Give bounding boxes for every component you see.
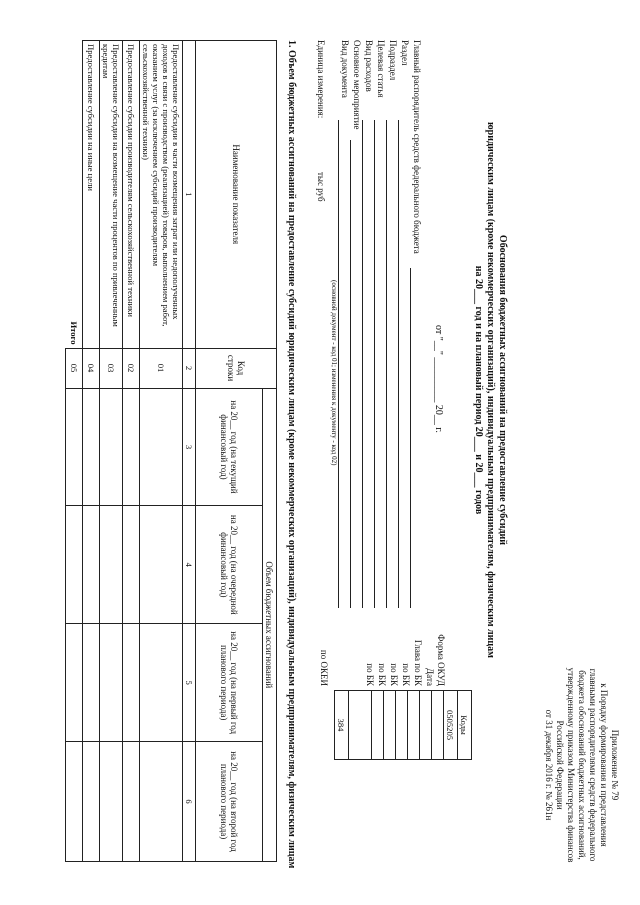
document-title-line2: юридическим лицам (кроме некоммерческих организаций), индивидуальным предпринимателям, физическим лицам xyxy=(485,122,496,658)
row-name: Предоставление субсидии на возмещение части процентов по привлеченным кредитам xyxy=(100,41,123,349)
bk-label: по БК xyxy=(377,663,387,686)
section-underline xyxy=(398,120,399,608)
unit-label: Единица измерения: xyxy=(316,40,326,119)
col-header-current-year: на 20__ год (на текущий финансовый год) xyxy=(196,388,263,506)
value-cell[interactable] xyxy=(123,624,140,742)
date-code-cell xyxy=(432,691,444,760)
expense-type-underline xyxy=(362,120,363,608)
value-cell[interactable] xyxy=(140,506,183,624)
bk-label: по БК xyxy=(389,663,399,686)
appendix-line: к Порядку формирования и представления xyxy=(599,683,609,847)
value-cell[interactable] xyxy=(100,742,123,862)
appendix-line: главными распорядителями средств федерального xyxy=(588,668,598,862)
value-cell[interactable] xyxy=(123,742,140,862)
value-cell[interactable] xyxy=(100,624,123,742)
row-name: Предоставление субсидии на иные цели xyxy=(83,41,100,349)
col-header-next-year: на 20__ год (на очередной финансовый год) xyxy=(196,506,263,624)
value-cell[interactable] xyxy=(100,506,123,624)
bk-code-cell xyxy=(408,691,420,760)
main-manager-underline xyxy=(410,268,411,608)
glava-label: Глава по БК xyxy=(413,639,423,686)
row-code: 03 xyxy=(100,348,123,388)
date-label: Дата xyxy=(425,668,435,686)
row-name: Предоставление субсидии в части возмещения затрат или недополученных доходов в связи с производством (реализацией) товаров, выполнением работ, оказанием услуг (за исключением субсидий производителям сельскохозяйственной техники) xyxy=(140,41,183,349)
value-cell[interactable] xyxy=(100,388,123,506)
appendix-line: бюджета обоснований бюджетных ассигнований, xyxy=(577,670,587,860)
section1-title: 1. Объем бюджетных ассигнований на предоставление субсидий юридическим лицам (кроме некоммерческих организаций), индивидуальным предпринимателям, физическим лицам xyxy=(286,40,297,869)
bk-label: по БК xyxy=(365,663,375,686)
main-event-underline xyxy=(350,140,351,608)
okud-code: 0505205 xyxy=(444,691,458,760)
codes-header: Коды xyxy=(458,691,472,760)
value-cell[interactable] xyxy=(66,388,83,506)
table-row xyxy=(83,41,100,862)
date-line: от "__" _________ 20__ г. xyxy=(433,325,444,433)
bk-label: по БК xyxy=(401,663,411,686)
col-number: 3 xyxy=(183,388,196,506)
col-header-plan-year2: на 20__ год (на второй год планового периода) xyxy=(196,742,263,862)
total-code: 05 xyxy=(66,348,83,388)
value-cell[interactable] xyxy=(66,624,83,742)
table-row xyxy=(123,41,140,862)
col-number: 5 xyxy=(183,624,196,742)
appendix-line: от 31 декабря 2016 г. № 261н xyxy=(544,709,554,821)
main-manager-label: Главный распорядитель средств федерального бюджета xyxy=(412,40,422,254)
col-number: 1 xyxy=(183,41,196,349)
total-label: Итого xyxy=(66,41,83,349)
col-header-plan-year1: на 20__ год (на первый год планового периода) xyxy=(196,624,263,742)
total-row xyxy=(66,41,83,862)
value-cell[interactable] xyxy=(140,742,183,862)
expense-type-label: Вид расходов xyxy=(364,40,374,92)
value-cell[interactable] xyxy=(140,624,183,742)
target-article-underline xyxy=(374,120,375,608)
value-cell[interactable] xyxy=(83,742,100,862)
okei-label: по ОКЕИ xyxy=(319,649,329,686)
doc-type-label: Вид документа xyxy=(340,40,350,98)
row-name: Предоставление субсидии производителям сельскохозяйственной техники xyxy=(123,41,140,349)
subsection-underline xyxy=(386,120,387,608)
section-label: Раздел xyxy=(400,40,410,66)
table-row xyxy=(100,41,123,862)
okei-code: 384 xyxy=(335,691,349,760)
value-cell[interactable] xyxy=(83,624,100,742)
col-header-code: Код строки xyxy=(196,348,277,388)
main-event-label: Основное мероприятие xyxy=(352,40,362,130)
col-number: 2 xyxy=(183,348,196,388)
codes-table xyxy=(334,690,472,760)
appendix-title: Приложение № 79 xyxy=(610,729,620,801)
glava-code-cell xyxy=(420,691,432,760)
row-code: 01 xyxy=(140,348,183,388)
col-header-name: Наименование показателя xyxy=(196,41,277,349)
row-code: 04 xyxy=(83,348,100,388)
bk-code-cell xyxy=(396,691,408,760)
value-cell[interactable] xyxy=(123,388,140,506)
blank-code-cell xyxy=(349,691,372,760)
subsection-label: Подраздел xyxy=(388,40,398,81)
document-title-line1: Обоснования бюджетных ассигнований на предоставление субсидий xyxy=(497,234,508,546)
value-cell[interactable] xyxy=(83,388,100,506)
okud-label: Форма ОКУД xyxy=(436,634,446,686)
row-code: 02 xyxy=(123,348,140,388)
col-header-volume: Объем бюджетных ассигнований xyxy=(263,388,277,861)
budget-table xyxy=(66,40,278,862)
appendix-line: утвержденному приказом Министерства финансов xyxy=(566,667,576,863)
value-cell[interactable] xyxy=(66,742,83,862)
appendix-line: Российской Федерации xyxy=(555,720,565,810)
doc-type-underline xyxy=(338,120,339,608)
unit-value: тыс руб xyxy=(316,172,326,202)
value-cell[interactable] xyxy=(83,506,100,624)
target-article-label: Целевая статья xyxy=(376,40,386,98)
table-row xyxy=(140,41,183,862)
col-number: 6 xyxy=(183,742,196,862)
value-cell[interactable] xyxy=(66,506,83,624)
value-cell[interactable] xyxy=(123,506,140,624)
doc-type-note: (основной документ - код 01; изменения к документу - код 02) xyxy=(330,280,338,466)
document-title-line3: на 20___ год и на плановый период 20___ и 20___ годов xyxy=(473,265,484,515)
bk-code-cell xyxy=(372,691,384,760)
bk-code-cell xyxy=(384,691,396,760)
value-cell[interactable] xyxy=(140,388,183,506)
col-number: 4 xyxy=(183,506,196,624)
